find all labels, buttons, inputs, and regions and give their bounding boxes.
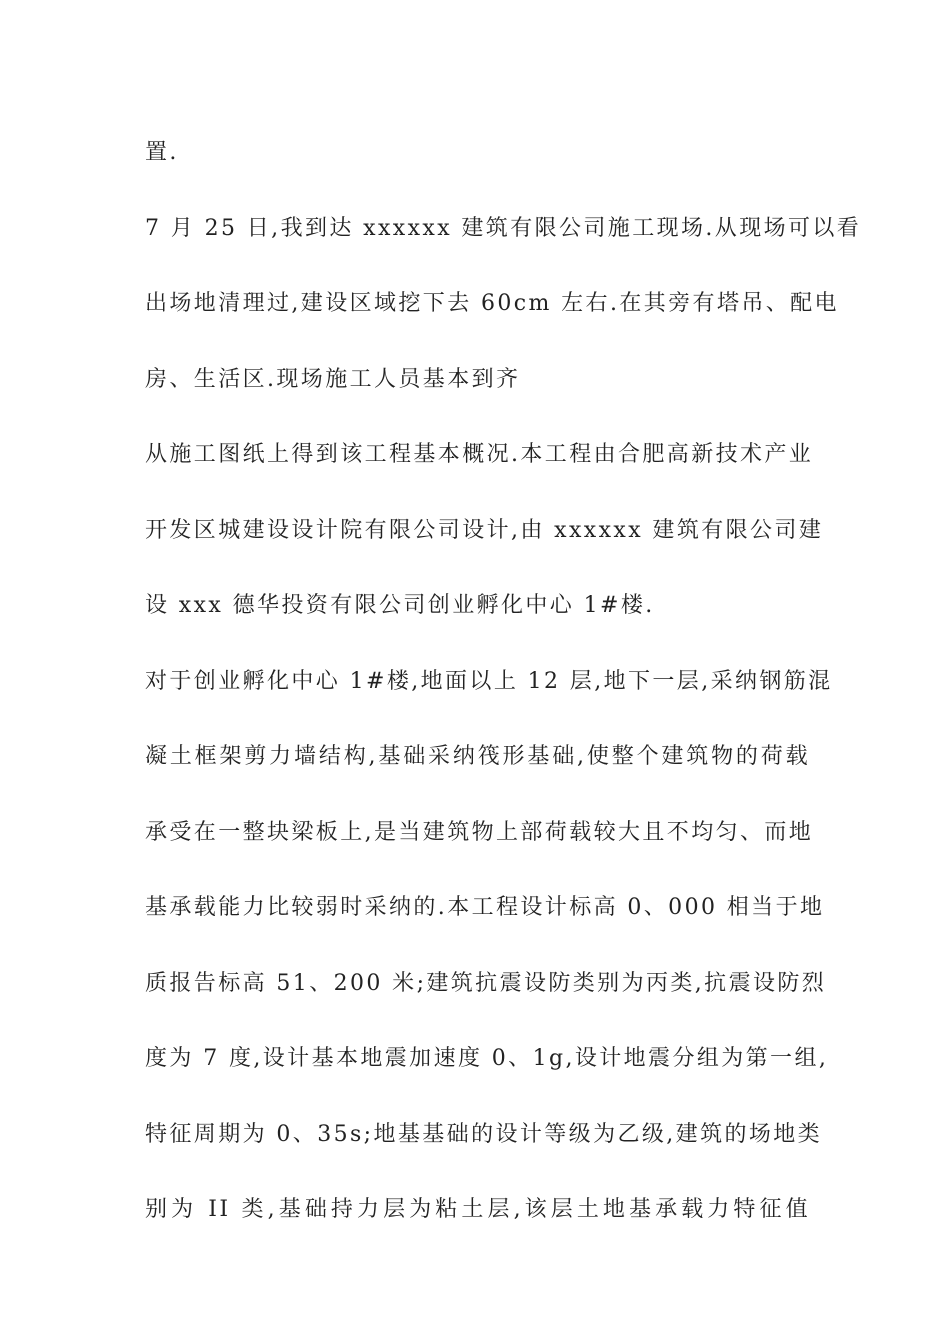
text-line: 开发区城建设设计院有限公司设计,由 xxxxxx 建筑有限公司建 [145, 517, 824, 543]
text-line: 出场地清理过,建设区域挖下去 60cm 左右.在其旁有塔吊、配电 [145, 291, 839, 316]
text-line: 7 月 25 日,我到达 xxxxxx 建筑有限公司施工现场.从现场可以看 [145, 215, 862, 241]
text-line: 承受在一整块梁板上,是当建筑物上部荷载较大且不均匀、而地 [145, 819, 814, 845]
text-line: 房、生活区.现场施工人员基本到齐 [145, 366, 521, 392]
text-line: 质报告标高 51、200 米;建筑抗震设防类别为丙类,抗震设防烈 [145, 970, 827, 996]
text-line: 度为 7 度,设计基本地震加速度 0、1g,设计地震分组为第一组, [145, 1046, 829, 1071]
text-line: 特征周期为 0、35s;地基基础的设计等级为乙级,建筑的场地类 [145, 1121, 823, 1147]
text-line: 凝土框架剪力墙结构,基础采纳筏形基础,使整个建筑物的荷载 [145, 744, 810, 769]
text-line: 基承载能力比较弱时采纳的.本工程设计标高 0、000 相当于地 [145, 895, 825, 920]
text-line: 别为 II 类,基础持力层为粘土层,该层土地基承载力特征值 [145, 1197, 810, 1222]
body-text [145, 130, 862, 1263]
text-line: 从施工图纸上得到该工程基本概况.本工程由合肥高新技术产业 [145, 442, 814, 467]
text-line: 对于创业孵化中心 1#楼,地面以上 12 层,地下一层,采纳钢筋混 [145, 668, 833, 694]
text-line: 设 xxx 德华投资有限公司创业孵化中心 1#楼. [145, 593, 655, 618]
text-line: 置. [145, 140, 179, 165]
